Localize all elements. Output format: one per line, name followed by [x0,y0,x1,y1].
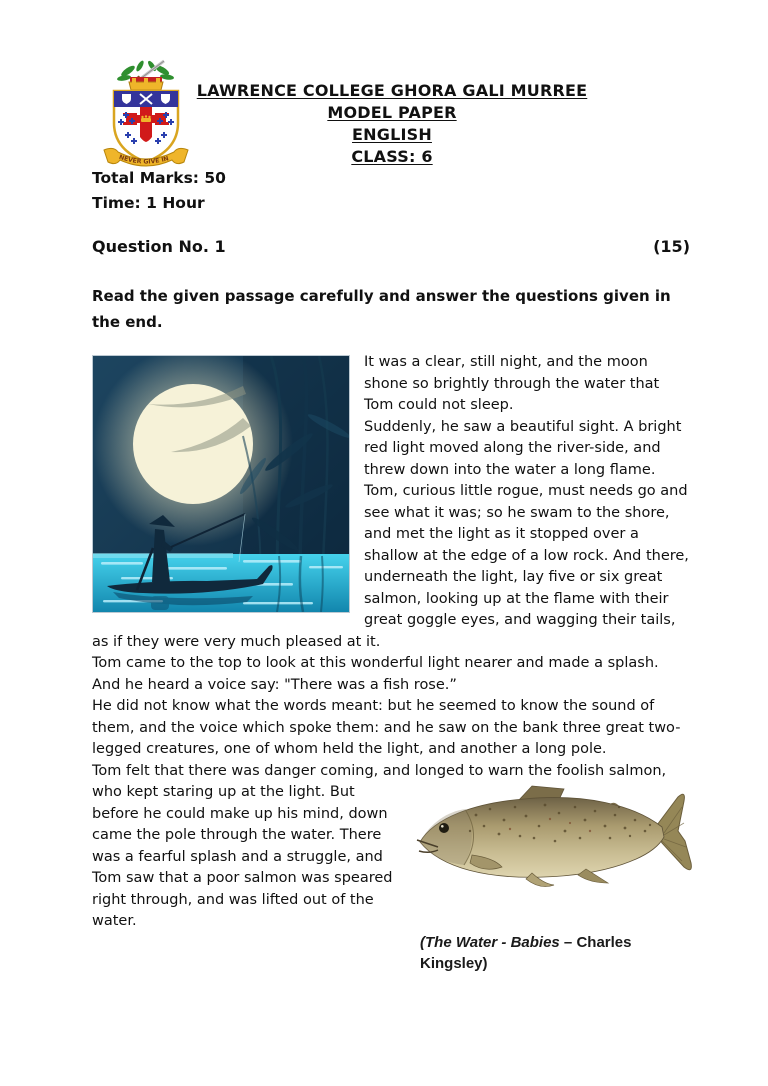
attribution-work-title: (The Water - Babies [420,934,560,951]
passage-attribution [420,932,692,974]
moon-scene-image [93,356,349,612]
salmon-illustration [414,785,692,895]
question-number: Question No. 1 [92,237,226,256]
passage-paragraph: It was a clear, still night, and the moon shone so brightly through the water that Tom could not sleep. [364,354,660,413]
passage-paragraph: Suddenly, he saw a beautiful sight. A bright red light moved along the river-side, and threw down into the water a long flame. Tom, curious little rogue, must needs go and see what it was; so he swam to the shore, and met the light as it stopped over a shallow at the edge of a low rock. And there, underneath the light, lay five or six great salmon, looking up at the flame with their great goggle eyes, and wagging their tails, as if they were very much pleased at it. [92,418,689,650]
passage-text-after-fish: who kept staring up at the light. But before he could make up his mind, down came the pole through the water. There was a fearful splash and a struggle, and Tom saw that a poor salmon was speared right through, and was lifted out of the water. [92,784,393,929]
crest-motto-text: NEVER GIVE IN [118,153,170,166]
header-title-block [92,80,692,168]
question-heading-row [92,237,690,256]
passage-final-paragraph [92,761,692,933]
subject-name: ENGLISH [352,125,432,144]
passage-paragraph: Tom came to the top to look at this wonderful light nearer and made a splash. [92,655,659,671]
paper-type: MODEL PAPER [327,103,457,122]
fish-eye [439,823,449,833]
fish-head [420,809,472,865]
salmon-fish-image [414,785,692,895]
passage-text-before-fish: Tom felt that there was danger coming, and longed to warn the foolish salmon, [92,762,667,779]
school-name: LAWRENCE COLLEGE GHORA GALI MURREE [196,81,588,100]
reading-passage [92,352,692,933]
attribution-author: – Charles Kingsley) [420,934,632,972]
exam-info-block [92,166,226,216]
passage-paragraph: And he heard a voice say: "There was a fish rose.” [92,676,457,693]
fish-eye-highlight [441,825,444,828]
class-line: CLASS: 6 [351,147,433,166]
total-marks: Total Marks: 50 [92,169,226,187]
moonlit-fishing-illustration [92,355,350,613]
question-marks: (15) [653,237,690,256]
passage-paragraph: He did not know what the words meant: but he seemed to know the sound of them, and the voice which spoke them: and he saw on the bank three great two-legged creatures, one of whom held the light, and another a long pole. [92,698,681,757]
question-instruction: Read the given passage carefully and answer the questions given in the end. [92,287,671,331]
time-allowed: Time: 1 Hour [92,194,205,212]
